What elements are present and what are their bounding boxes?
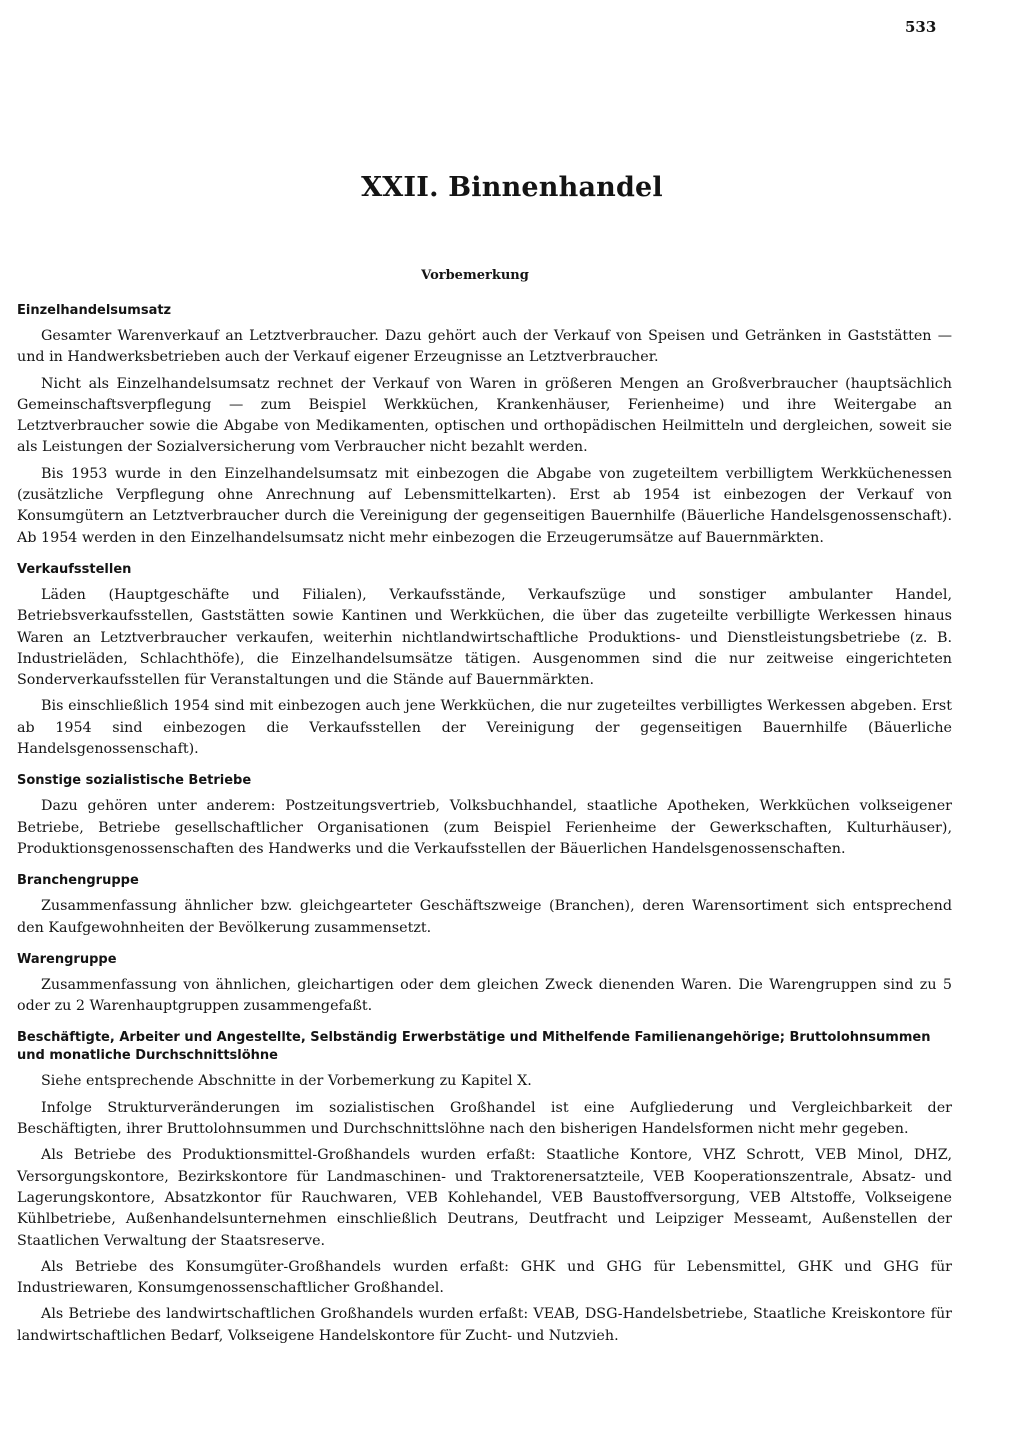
section-beschaeftigte	[17, 1029, 952, 1347]
section-heading: Einzelhandelsumsatz	[17, 303, 172, 318]
section-einzelhandelsumsatz	[17, 302, 952, 549]
document-body	[17, 302, 952, 1359]
paragraph: Gesamter Warenverkauf an Letztverbraucher. Dazu gehört auch der Verkauf von Speisen und Getränken in Gaststätten — und in Handwerksbetrieben auch der Verkauf eigener Erzeugnisse an Letztverbraucher.	[17, 328, 952, 366]
section-verkaufsstellen	[17, 561, 952, 760]
paragraph: Infolge Strukturveränderungen im sozialistischen Großhandel ist eine Aufgliederung und Vergleichbarkeit der Beschäftigten, ihrer Bruttolohnsummen und Durchschnittslöhne nach den bisherigen Handelsformen nicht mehr gegeben.	[17, 1099, 952, 1138]
paragraph: Nicht als Einzelhandelsumsatz rechnet der Verkauf von Waren in größeren Mengen an Großverbraucher (hauptsächlich Gemeinschaftsverpflegung — zum Beispiel Werkküchen, Krankenhäuser, Ferienheime) und ihre Weitergabe an Letztverbraucher sowie die Abgabe von Medikamenten, optischen und orthopädischen Heilmitteln und dergleichen, soweit sie als Leistungen der Sozialversicherung vom Verbraucher nicht bezahlt werden.	[17, 375, 952, 456]
section-sonstige-sozialistische-betriebe	[17, 772, 952, 860]
section-branchengruppe	[17, 872, 952, 939]
section-heading: Sonstige sozialistische Betriebe	[17, 773, 252, 789]
paragraph: Als Betriebe des landwirtschaftlichen Großhandels wurden erfaßt: VEAB, DSG-Handelsbetriebe, Staatliche Kreiskontore für landwirtschaftlichen Bedarf, Volkseigene Handelskontore für Zucht- und Nutzvieh.	[17, 1306, 952, 1344]
preliminary-remark-heading: Vorbemerkung	[421, 268, 529, 283]
paragraph: Zusammenfassung ähnlicher bzw. gleichgearteter Geschäftszweige (Branchen), deren Warensortiment sich entsprechend den Kaufgewohnheiten der Bevölkerung zusammensetzt.	[17, 898, 952, 936]
paragraph: Dazu gehören unter anderem: Postzeitungsvertrieb, Volksbuchhandel, staatliche Apotheken, Werkküchen volkseigener Betriebe, Betriebe gesellschaftlicher Organisationen (zum Beispiel Ferienheime der Gewerkschaften, Kulturhäuser), Produktionsgenossenschaften des Handwerks und die Verkaufsstellen der Bäuerlichen Handelsgenossenschaften.	[17, 798, 952, 857]
section-heading: Branchengruppe	[17, 873, 139, 889]
section-heading: Beschäftigte, Arbeiter und Angestellte, Selbständig Erwerbstätige und Mithelfende Familienangehörige; Bruttolohnsummen und monatliche Durchschnittslöhne	[17, 1030, 931, 1064]
paragraph: Siehe entsprechende Abschnitte in der Vorbemerkung zu Kapitel X.	[41, 1073, 532, 1090]
chapter-title: XXII. Binnenhandel	[361, 172, 663, 203]
section-heading: Verkaufsstellen	[17, 561, 132, 577]
paragraph: Als Betriebe des Produktionsmittel-Großhandels wurden erfaßt: Staatliche Kontore, VHZ Schrott, VEB Minol, DHZ, Versorgungskontore, Bezirkskontore für Landmaschinen- und Traktorenersatzteile, VEB Kooperationszentrale, Absatz- und Lagerungskontore, Absatzkontor für Rauchwaren, VEB Kohlehandel, VEB Baustoffversorgung, VEB Altstoffe, Volkseigene Kühlbetriebe, Außenhandelsunternehmen einschließlich Deutrans, Deutfracht und Leipziger Messeamt, Außenstellen der Staatlichen Verwaltung der Staatsreserve.	[17, 1147, 952, 1249]
paragraph: Bis 1953 wurde in den Einzelhandelsumsatz mit einbezogen die Abgabe von zugeteiltem verbilligtem Werkküchenessen (zusätzliche Verpflegung ohne Anrechnung auf Lebensmittelkarten). Erst ab 1954 ist einbezogen der Verkauf von Konsumgütern an Letztverbraucher durch die Vereinigung der gegenseitigen Bauernhilfe (Bäuerliche Handelsgenossenschaft). Ab 1954 werden in den Einzelhandelsumsatz nicht mehr einbezogen die Erzeugerumsätze auf Bauernmärkten.	[17, 465, 952, 546]
section-warengruppe	[17, 951, 952, 1018]
section-heading: Warengruppe	[17, 951, 117, 967]
paragraph: Läden (Hauptgeschäfte und Filialen), Verkaufsstände, Verkaufszüge und sonstiger ambulanter Handel, Betriebsverkaufsstellen, Gaststätten sowie Kantinen und Werkküchen, die über das zugeteilte verbilligte Werkessen hinaus Waren an Letztverbraucher verkaufen, weiterhin nichtlandwirtschaftliche Produktions- und Dienstleistungsbetriebe (z. B. Industrieläden, Schlachthöfe), die Einzelhandelsumsätze tätigen. Ausgenommen sind die nur zeitweise eingerichteten Sonderverkaufsstellen für Veranstaltungen und die Stände auf Bauernmärkten.	[17, 586, 952, 689]
page-number: 533	[905, 18, 937, 36]
paragraph: Zusammenfassung von ähnlichen, gleichartigen oder dem gleichen Zweck dienenden Waren. Die Warengruppen sind zu 5 oder zu 2 Warenhauptgruppen zusammengefaßt.	[17, 976, 952, 1015]
paragraph: Als Betriebe des Konsumgüter-Großhandels wurden erfaßt: GHK und GHG für Lebensmittel, GHK und GHG für Industriewaren, Konsumgenossenschaftlicher Großhandel.	[17, 1258, 952, 1297]
paragraph: Bis einschließlich 1954 sind mit einbezogen auch jene Werkküchen, die nur zugeteiltes verbilligtes Werkessen abgeben. Erst ab 1954 sind einbezogen die Verkaufsstellen der Vereinigung der gegenseitigen Bauernhilfe (Bäuerliche Handelsgenossenschaft).	[17, 698, 952, 758]
